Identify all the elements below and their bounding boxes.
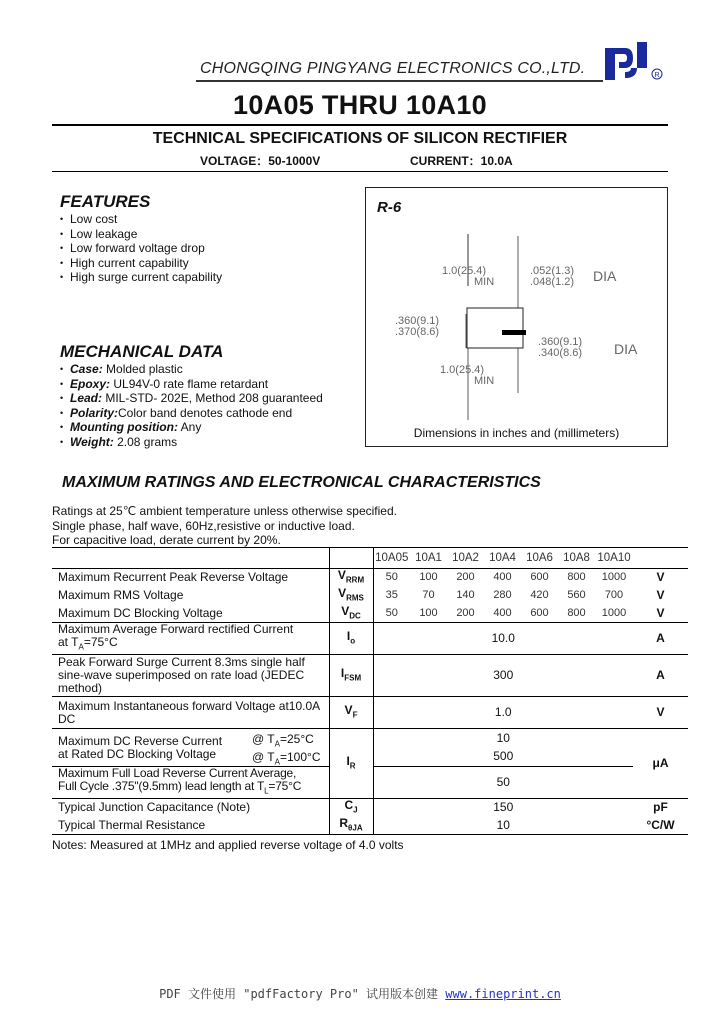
svg-text:R: R xyxy=(654,72,660,79)
cell-value: 400 xyxy=(493,606,512,619)
ratings-table xyxy=(52,547,688,835)
dim-label: .360(9.1) xyxy=(395,315,440,327)
features-heading: FEATURES xyxy=(60,192,151,211)
param-desc: Maximum Recurrent Peak Reverse Voltage xyxy=(52,569,329,587)
package-diagram xyxy=(366,188,667,424)
ratings-note: Single phase, half wave, 60Hz,resistive or inductive load. xyxy=(52,518,355,533)
mech-value: UL94V-0 rate flame retardant xyxy=(110,376,269,391)
mech-label: Mounting position: xyxy=(70,420,178,435)
dim-label: MIN xyxy=(474,276,495,288)
condition: @ $T_A=25^\circ C$ xyxy=(252,732,314,749)
cathode-band xyxy=(502,330,526,335)
ratings-note: Ratings at 25℃ ambient temperature unless otherwise specified. xyxy=(52,504,397,518)
cell-value: 35 xyxy=(385,589,398,601)
dim-label: .370(8.6) xyxy=(395,326,440,338)
voltage-spec: VOLTAGE：50-1000V xyxy=(200,154,321,168)
cell-value: 100 xyxy=(419,606,438,619)
company-name: CHONGQING PINGYANG ELECTRONICS CO.,LTD. xyxy=(200,60,586,77)
mech-label: Epoxy: xyxy=(70,376,111,391)
subtitle-divider xyxy=(52,171,668,172)
cell-value: 140 xyxy=(456,589,475,601)
part-number: 10A4 xyxy=(484,548,521,569)
param-symbol: $I_R$ xyxy=(329,729,373,799)
param-symbol: $V_{RRM}$ xyxy=(329,569,373,587)
table-row xyxy=(52,729,688,767)
list-item xyxy=(60,377,323,392)
cell-value: 150 xyxy=(373,799,633,817)
unit: A xyxy=(633,655,688,697)
list-item: • High current capability xyxy=(60,256,222,271)
table-row xyxy=(52,605,688,623)
header-divider xyxy=(196,80,603,82)
footer-link[interactable]: www.fineprint.cn xyxy=(445,987,561,1001)
list-item: • Low leakage xyxy=(60,227,222,242)
cell-value: 100 xyxy=(410,569,447,587)
condition: @ $T_A=100^\circ C$ xyxy=(252,750,321,767)
part-number: 10A10 xyxy=(595,548,633,569)
page-title: 10A05 THRU 10A10 xyxy=(233,90,487,120)
list-item: • Low forward voltage drop xyxy=(60,241,222,256)
part-number: 10A8 xyxy=(558,548,595,569)
param-symbol: $R_{\theta JA}$ xyxy=(329,817,373,835)
diode-body xyxy=(467,308,523,348)
unit: V xyxy=(633,569,688,587)
list-item: • Low cost xyxy=(60,212,222,227)
dim-label: .340(8.6) xyxy=(538,347,583,359)
pdf-footer xyxy=(0,985,720,1002)
unit: pF xyxy=(633,799,688,817)
part-number: 10A05 xyxy=(373,548,410,569)
cell-value: 10.0 xyxy=(373,623,633,655)
dim-label: MIN xyxy=(474,375,495,387)
ratings-note: For capacitive load, derate current by 20%. xyxy=(52,533,281,548)
mech-value: 2.08 grams xyxy=(113,434,178,449)
part-number: 10A2 xyxy=(447,548,484,569)
cell-value: 1000 xyxy=(601,606,627,619)
list-item xyxy=(60,420,323,435)
dim-label: .052(1.3) xyxy=(530,265,575,277)
mech-value: Molded plastic xyxy=(102,362,183,376)
title-divider xyxy=(52,124,668,126)
table-row xyxy=(52,799,688,817)
unit: °C/W xyxy=(633,817,688,835)
cell-value: 600 xyxy=(521,569,558,587)
table-row xyxy=(52,655,688,697)
unit: A xyxy=(633,623,688,655)
mechanical-heading: MECHANICAL DATA xyxy=(60,342,224,361)
param-desc: Maximum Instantaneous forward Voltage at10.0A DC xyxy=(52,697,329,729)
mech-label: Case: xyxy=(70,362,103,376)
cell-value: 10 xyxy=(373,817,633,835)
mechanical-list xyxy=(60,362,323,450)
param-desc: Maximum Full Load Reverse Current Average, Full Cycle .375"(9.5mm) lead length at $T_L=75^\circ C$ xyxy=(52,767,329,799)
table-row xyxy=(52,697,688,729)
dim-label: .360(9.1) xyxy=(538,336,583,348)
param-symbol: $V_{DC}$ xyxy=(329,605,373,623)
mech-label: Lead: xyxy=(70,391,103,406)
param-symbol: $I_o$ xyxy=(329,623,373,655)
param-desc: Maximum RMS Voltage xyxy=(58,588,184,602)
footer-text: PDF 文件使用 "pdfFactory Pro" 试用版本创建 xyxy=(159,987,446,1001)
mech-value: Color band denotes cathode end xyxy=(118,405,293,420)
cell-value: 800 xyxy=(558,569,595,587)
cell-value: 10 500 xyxy=(373,729,633,767)
table-row xyxy=(52,817,688,835)
part-number: 10A6 xyxy=(521,548,558,569)
cell-value: 50 xyxy=(373,767,633,799)
cell-value: 400 xyxy=(484,569,521,587)
param-symbol: $C_J$ xyxy=(329,799,373,817)
table-row xyxy=(52,569,688,587)
list-item xyxy=(60,406,323,421)
cell-value: 200 xyxy=(456,606,475,619)
cell-value: 700 xyxy=(604,589,624,601)
table-header-row xyxy=(52,548,688,569)
cell-value: 1.0 xyxy=(373,697,633,729)
list-item: • High surge current capability xyxy=(60,270,222,285)
ratings-heading: MAXIMUM RATINGS AND ELECTRONICAL CHARACTERISTICS xyxy=(62,474,541,491)
param-desc: Typical Junction Capacitance (Note) xyxy=(52,799,329,817)
param-symbol: $V_{RMS}$ xyxy=(329,587,373,605)
pj-logo-icon xyxy=(603,40,663,82)
mech-label: Polarity: xyxy=(70,405,119,420)
param-desc: Peak Forward Surge Current 8.3ms single half sine-wave superimposed on rate load (JEDEC method) xyxy=(52,655,329,697)
table-row xyxy=(52,623,688,655)
unit: μA xyxy=(633,729,688,799)
param-desc: Typical Thermal Resistance xyxy=(52,817,329,835)
list-item xyxy=(60,362,323,377)
dim-label: 1.0(25.4) xyxy=(440,364,485,376)
unit: V xyxy=(656,588,665,602)
mech-value: Any xyxy=(177,420,202,435)
param-symbol: $V_F$ xyxy=(329,697,373,729)
cell-value: 420 xyxy=(530,589,549,601)
param-desc: Maximum Average Forward rectified Current at $T_A=75^\circ C$ xyxy=(52,623,329,655)
dim-label: .048(1.2) xyxy=(530,276,575,288)
dim-label: DIA xyxy=(593,268,617,284)
param-desc: Maximum DC Reverse Current at Rated DC Blocking Voltage @ $T_A=25^\circ C$ @ $T_A=100^\circ C$ xyxy=(52,729,329,767)
unit: V xyxy=(656,605,665,620)
cell-value: 1000 xyxy=(595,569,633,587)
cell-value: 70 xyxy=(422,589,435,601)
cell-value: 50 xyxy=(385,606,398,619)
cell-value: 280 xyxy=(493,589,512,601)
company-logo xyxy=(603,40,663,82)
mech-label: Weight: xyxy=(70,434,114,449)
list-item xyxy=(60,435,323,450)
list-item xyxy=(60,391,323,406)
cell-value: 600 xyxy=(530,606,549,619)
cell-value: 800 xyxy=(567,606,586,619)
ratings-notes xyxy=(52,504,397,548)
features-list xyxy=(60,212,222,285)
page-subtitle: TECHNICAL SPECIFICATIONS OF SILICON RECTIFIER xyxy=(152,130,568,147)
mech-value: MIL-STD- 202E, Method 208 guaranteed xyxy=(102,391,323,406)
dim-label: 1.0(25.4) xyxy=(442,265,487,277)
param-desc: Maximum DC Blocking Voltage xyxy=(58,605,223,620)
part-number: 10A1 xyxy=(410,548,447,569)
cell-value: 560 xyxy=(567,589,586,601)
cell-value: 50 xyxy=(373,569,410,587)
cell-value: 200 xyxy=(447,569,484,587)
diagram-caption: Dimensions in inches and (millimeters) xyxy=(413,426,620,440)
current-spec: CURRENT：10.0A xyxy=(410,154,513,168)
package-name: R-6 xyxy=(377,199,402,216)
unit: V xyxy=(633,697,688,729)
param-symbol: $I_{FSM}$ xyxy=(329,655,373,697)
table-notes: Notes: Measured at 1MHz and applied reverse voltage of 4.0 volts xyxy=(52,838,404,852)
table-row xyxy=(52,587,688,605)
dim-label: DIA xyxy=(614,341,638,357)
cell-value: 300 xyxy=(373,655,633,697)
